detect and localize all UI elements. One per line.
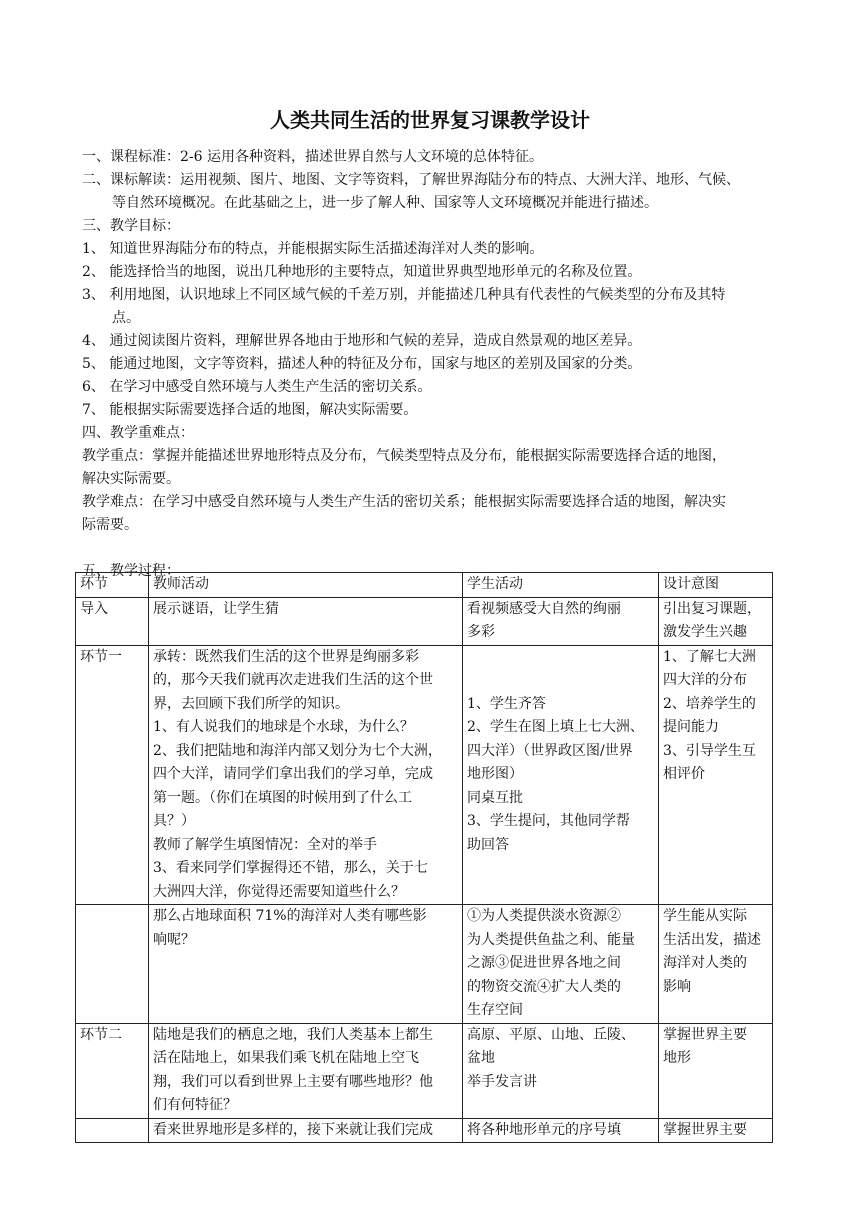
cell-line: 地形图） [467, 766, 523, 782]
key-points-line-2: 解决实际需要。 [82, 471, 180, 487]
cell-line: 那么占地球面积 71%的海洋对人类有哪些影 [153, 908, 427, 924]
cell-student-activity [463, 1118, 659, 1143]
table-row [76, 1023, 773, 1118]
cell-intent-activity [659, 597, 773, 645]
cell-teacher-activity [149, 1118, 463, 1143]
cell-line: 掌握世界主要 [663, 1121, 747, 1138]
cell-line: 盆地 [467, 1050, 495, 1066]
cell-line: 翔，我们可以看到世界上主要有哪些地形？他 [153, 1073, 433, 1090]
cell-line: 将各种地形单元的序号填 [467, 1121, 621, 1138]
cell-line: 2、我们把陆地和海洋内部又划分为七个大洲， [153, 742, 442, 759]
header-design-intent: 设计意图 [659, 573, 773, 598]
cell-line: 学生能从实际 [663, 908, 747, 924]
cell-line: 展示谜语，让学生猜 [153, 600, 279, 617]
objective-item: 2、 能选择恰当的地图，说出几种地形的主要特点，知道世界典型地形单元的名称及位置。 [82, 264, 642, 280]
cell-line: 的物资交流④扩大人类的 [467, 978, 621, 995]
process-heading: 五、教学过程： [82, 563, 180, 579]
table-row [76, 645, 773, 905]
cell-line: 3、学生提问，其他同学帮 [467, 813, 630, 829]
header-stage: 环节 [76, 573, 149, 598]
cell-intent-activity [659, 1023, 773, 1118]
table-row [76, 905, 773, 1024]
cell-line: 承转：既然我们生活的这个世界是绚丽多彩 [153, 648, 419, 665]
cell-student-activity [463, 645, 659, 905]
blank-line [82, 537, 774, 560]
page-title: 人类共同生活的世界复习课教学设计 [270, 108, 590, 132]
cell-line: 看来世界地形是多样的，接下来就让我们完成 [153, 1121, 433, 1138]
standard-interpretation-line-2: 等自然环境概况。在此基础之上，进一步了解人种、国家等人文环境概况并能进行描述。 [112, 195, 658, 211]
cell-line: 具？） [153, 813, 195, 829]
cell-line: 教师了解学生填图情况：全对的举手 [153, 836, 377, 853]
cell-line: 激发学生兴趣 [663, 624, 747, 640]
table-row [76, 597, 773, 645]
cell-stage [76, 1118, 149, 1143]
cell-line: 界，去回顾下我们所学的知识。 [153, 695, 349, 712]
cell-line: 举手发言讲 [467, 1073, 537, 1090]
objectives-heading: 三、教学目标： [82, 218, 180, 234]
cell-line: 看视频感受大自然的绚丽 [467, 600, 621, 617]
cell-line: 的，那今天我们就再次走进我们生活的这个世 [153, 672, 433, 688]
key-points-line-1: 教学重点：掌握并能描述世界地形特点及分布，气候类型特点及分布，能根据实际需要选择合适的地图， [82, 448, 726, 464]
cell-line: 生活出发，描述 [663, 931, 761, 948]
cell-line: 3、引导学生互 [663, 742, 756, 759]
document-body [82, 146, 774, 583]
teaching-process-table [75, 572, 773, 1143]
cell-line: 陆地是我们的栖息之地，我们人类基本上都生 [153, 1026, 433, 1043]
cell-line: 1、了解七大洲 [663, 648, 756, 665]
cell-stage: 环节二 [76, 1023, 149, 1118]
header-student-activity: 学生活动 [463, 573, 659, 598]
objective-item: 4、 通过阅读图片资料，理解世界各地由于地形和气候的差异，造成自然景观的地区差异。 [82, 333, 642, 349]
cell-line: 多彩 [467, 624, 495, 640]
cell-student-activity [463, 905, 659, 1024]
cell-line: 四大洋）（世界政区图/世界 [467, 742, 633, 759]
cell-stage: 环节一 [76, 645, 149, 905]
cell-line: 响呢？ [153, 931, 195, 948]
cell-line: 引出复习课题， [663, 600, 761, 617]
cell-line: 海洋对人类的 [663, 955, 747, 971]
cell-line: 2、培养学生的 [663, 695, 756, 712]
cell-intent-activity [659, 905, 773, 1024]
cell-student-activity [463, 597, 659, 645]
cell-line: 3、看来同学们掌握得还不错，那么，关于七 [153, 860, 428, 876]
cell-stage [76, 905, 149, 1024]
cell-line: 第一题。（你们在填图的时候用到了什么工 [153, 789, 412, 806]
cell-line: ①为人类提供淡水资源② [467, 908, 621, 924]
cell-student-activity [463, 1023, 659, 1118]
objective-item: 6、 在学习中感受自然环境与人类生产生活的密切关系。 [82, 379, 432, 395]
cell-line: 掌握世界主要 [663, 1026, 747, 1043]
objective-item: 3、 利用地图，认识地球上不同区域气候的千差万别，并能描述几种具有代表性的气候类型的分布及其特 [82, 287, 726, 303]
cell-line: 2、学生在图上填上七大洲、 [467, 719, 644, 735]
cell-line: 1、学生齐答 [467, 695, 546, 712]
cell-stage: 导入 [76, 597, 149, 645]
cell-line: 四大洋的分布 [663, 672, 747, 688]
cell-teacher-activity [149, 1023, 463, 1118]
objective-item-continued: 点。 [112, 310, 140, 326]
cell-intent-activity [659, 1118, 773, 1143]
cell-teacher-activity [149, 645, 463, 905]
cell-line: 相评价 [663, 766, 705, 782]
cell-line: 影响 [663, 978, 691, 995]
cell-line: 1、有人说我们的地球是个水球，为什么？ [153, 719, 414, 735]
table-row [76, 1118, 773, 1143]
cell-line: 提问能力 [663, 719, 719, 735]
cell-intent-activity [659, 645, 773, 905]
cell-line: 们有何特征？ [153, 1097, 237, 1113]
standard-interpretation-line-1: 二、课标解读：运用视频、图片、地图、文字等资料，了解世界海陆分布的特点、大洲大洋、地形、气候、 [82, 172, 740, 188]
cell-teacher-activity [149, 905, 463, 1024]
objective-item: 1、 知道世界海陆分布的特点，并能根据实际生活描述海洋对人类的影响。 [82, 241, 544, 257]
cell-line: 大洲四大洋，你觉得还需要知道些什么？ [153, 883, 405, 900]
header-teacher-activity: 教师活动 [149, 573, 463, 598]
cell-line: 高原、平原、山地、丘陵、 [467, 1026, 635, 1043]
cell-line: 四个大洋，请同学们拿出我们的学习单，完成 [153, 766, 433, 782]
difficult-points-line-2: 际需要。 [82, 517, 138, 533]
difficult-points-line-1: 教学难点：在学习中感受自然环境与人类生产生活的密切关系；能根据实际需要选择合适的地图，解决实 [82, 494, 726, 510]
table-header-row [76, 573, 773, 598]
cell-teacher-activity [149, 597, 463, 645]
course-standard: 一、课程标准：2-6 运用各种资料，描述世界自然与人文环境的总体特征。 [82, 149, 543, 165]
objective-item: 5、 能通过地图，文字等资料，描述人种的特征及分布，国家与地区的差别及国家的分类。 [82, 356, 642, 372]
cell-line: 地形 [663, 1050, 691, 1066]
cell-line: 之源③促进世界各地之间 [467, 955, 621, 971]
objective-item: 7、 能根据实际需要选择合适的地图，解决实际需要。 [82, 402, 418, 418]
cell-line: 生存空间 [467, 1002, 523, 1018]
key-points-heading: 四、教学重难点： [82, 425, 194, 441]
cell-line: 同桌互批 [467, 789, 523, 806]
cell-line: 活在陆地上，如果我们乘飞机在陆地上空飞 [153, 1050, 419, 1066]
cell-line: 助回答 [467, 836, 509, 853]
cell-line: 为人类提供鱼盐之利、能量 [467, 931, 635, 948]
